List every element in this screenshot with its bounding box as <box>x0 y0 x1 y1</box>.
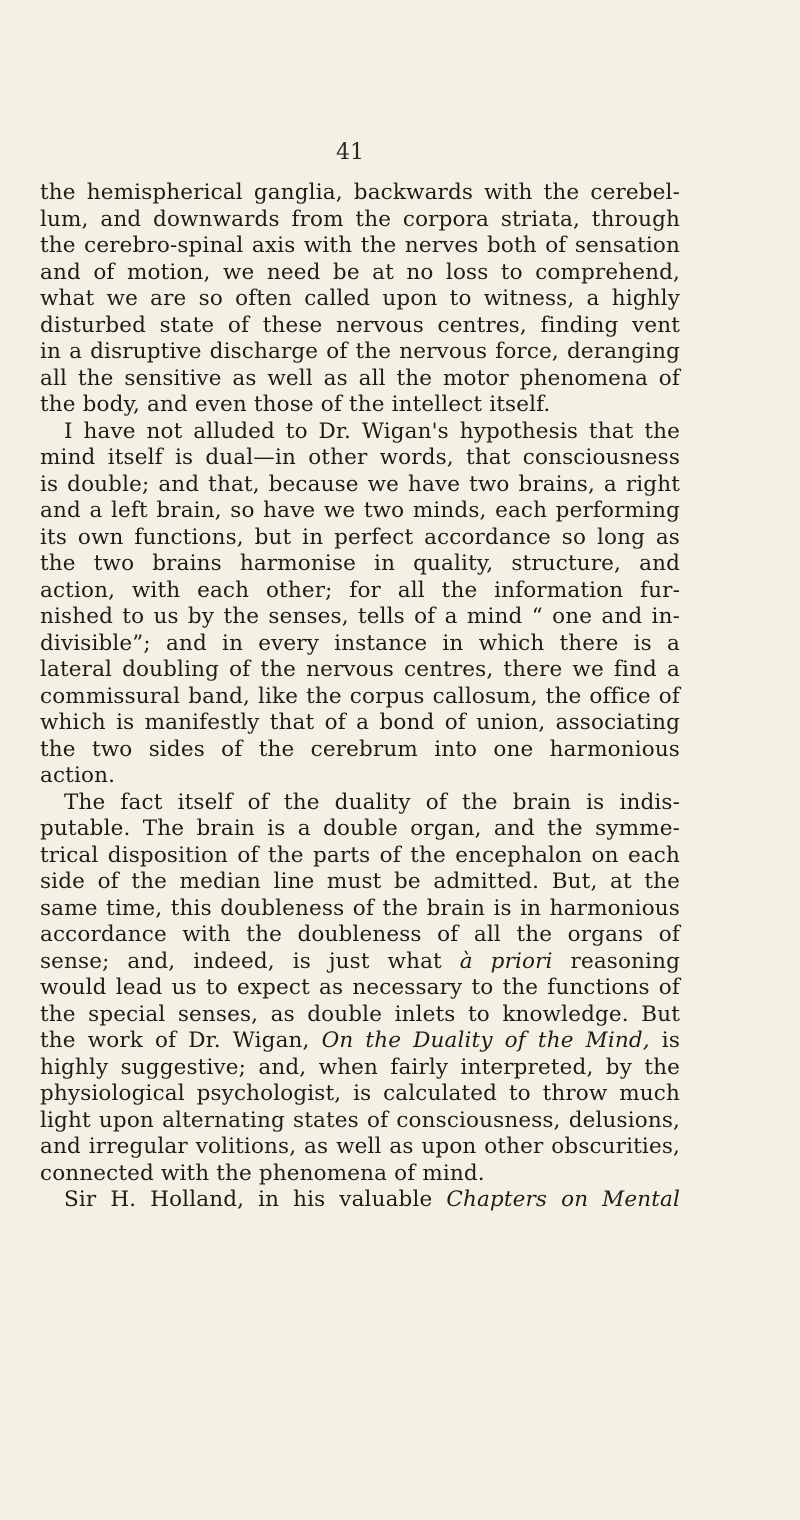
text-line: and irregular volitions, as well as upon other obscurities, <box>40 1134 680 1159</box>
text-line: the two sides of the cerebrum into one harmonious <box>40 736 680 762</box>
text-line: and a left brain, so have we two minds, each performing <box>40 498 680 523</box>
text-line: and of motion, we need be at no loss to comprehend, <box>40 259 680 285</box>
text-line: in a disruptive discharge of the nervous force, deranging <box>40 339 680 364</box>
paragraph-3 <box>40 790 680 1188</box>
text-line: I have not alluded to Dr. Wigan's hypothesis that the <box>64 418 680 444</box>
text-line: the cerebro-spinal axis with the nerves both of sensation <box>40 233 680 258</box>
text-line: divisible”; and in every instance in which there is a <box>40 630 680 656</box>
text-fragment: the work of Dr. Wigan, <box>40 1028 322 1053</box>
page-number: 41 <box>336 140 364 165</box>
text-fragment: Sir H. Holland, in his valuable <box>64 1187 447 1212</box>
italic-phrase: à priori <box>459 948 553 974</box>
text-line: commissural band, like the corpus callosum, the office of <box>40 683 680 709</box>
text-line: lateral doubling of the nervous centres, there we find a <box>40 657 680 682</box>
text-line: same time, this doubleness of the brain is in harmonious <box>40 895 680 921</box>
text-line: action. <box>40 763 116 788</box>
body-text <box>40 180 680 1214</box>
text-fragment: sense; and, indeed, is just what <box>40 948 460 974</box>
text-line: putable. The brain is a double organ, and the symme- <box>40 816 680 841</box>
text-line-with-italic <box>40 1187 680 1214</box>
paragraph-4 <box>40 1187 680 1214</box>
text-line: the hemispherical ganglia, backwards with the cerebel- <box>40 180 680 205</box>
text-line: what we are so often called upon to witness, a highly <box>40 286 680 311</box>
text-line: the special senses, as double inlets to knowledge. But <box>40 1001 680 1027</box>
text-line: nished to us by the senses, tells of a mind “ one and in- <box>40 604 680 629</box>
text-line: connected with the phenomena of mind. <box>40 1160 485 1186</box>
book-title: Chapters on Mental <box>446 1187 680 1212</box>
text-line: highly suggestive; and, when fairly interpreted, by the <box>40 1054 680 1080</box>
paragraph-1 <box>40 180 680 419</box>
text-line: physiological psychologist, is calculated to throw much <box>40 1081 680 1106</box>
text-line: would lead us to expect as necessary to the functions of <box>40 975 680 1000</box>
paragraph-2 <box>40 419 680 790</box>
text-line: side of the median line must be admitted. But, at the <box>40 869 680 894</box>
text-line: The fact itself of the duality of the brain is indis- <box>64 789 680 815</box>
text-line-with-italic <box>40 1028 680 1055</box>
text-line: the body, and even those of the intellect itself. <box>40 392 551 417</box>
book-title: On the Duality of the Mind, <box>321 1028 650 1053</box>
text-line: which is manifestly that of a bond of union, associating <box>40 710 680 735</box>
text-fragment: is <box>649 1028 681 1053</box>
text-fragment: reasoning <box>552 948 680 974</box>
text-line: accordance with the doubleness of all the organs of <box>40 922 680 947</box>
text-line: disturbed state of these nervous centres, finding vent <box>40 312 680 338</box>
text-line: mind itself is dual—in other words, that consciousness <box>40 445 680 470</box>
text-line-with-italic <box>40 949 680 976</box>
text-line: lum, and downwards from the corpora striata, through <box>40 206 680 232</box>
text-line: action, with each other; for all the information fur- <box>40 577 680 603</box>
text-line: light upon alternating states of consciousness, delusions, <box>40 1107 680 1133</box>
text-line: is double; and that, because we have two brains, a right <box>40 471 680 497</box>
text-line: its own functions, but in perfect accordance so long as <box>40 524 680 550</box>
text-line: trical disposition of the parts of the encephalon on each <box>40 842 680 868</box>
text-line: all the sensitive as well as all the motor phenomena of <box>40 365 680 391</box>
text-line: the two brains harmonise in quality, structure, and <box>40 551 680 576</box>
